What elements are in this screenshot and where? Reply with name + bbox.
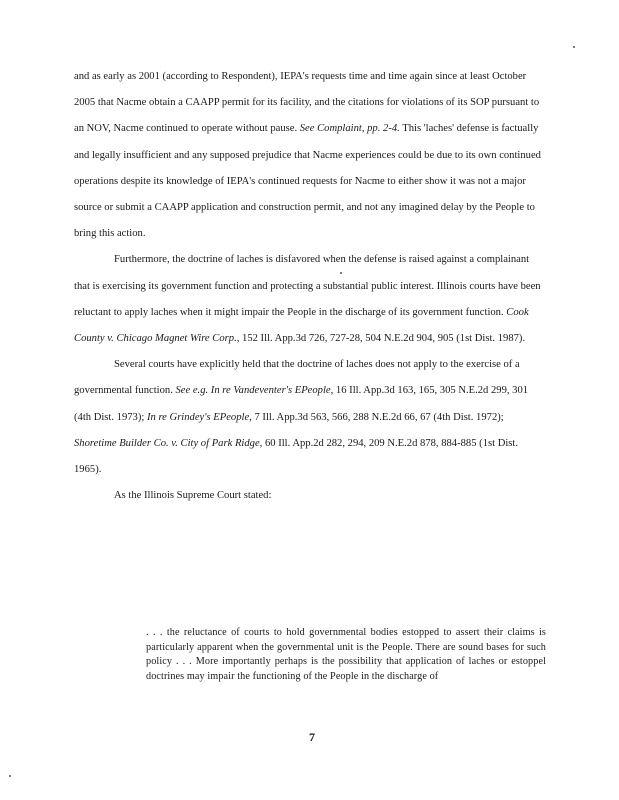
citation-shoretime: Shoretime Builder Co. v. City of Park Ridge	[74, 437, 260, 449]
page-number: 7	[309, 730, 315, 744]
body-text	[74, 64, 546, 509]
scan-speck	[9, 775, 11, 777]
paragraph-laches-defense: and as early as 2001 (according to Respondent), IEPA's requests time and time again since at least October 2005 that Nacme obtain a CAAPP permit for its facility, and the citations for violations of its SOP pursuant to an NOV, Nacme continued to operate without pause. See Complaint, pp. 2-4. This 'laches' defense is factually and legally insufficient and any supposed prejudice that Nacme experiences could be due to its own continued operations despite its knowledge of IEPA's continued requests for Nacme to either show it was not a major source or submit a CAAPP application and construction permit, and not any imagined delay by the People to bring this action.	[74, 71, 541, 240]
citation-complaint: See Complaint, pp. 2-4.	[299, 123, 400, 135]
paragraph-governmental-function: Several courts have explicitly held that the doctrine of laches does not apply to the exercise of a governmental function. See e.g. In re Vandeventer's EPeople, 16 Ill. App.3d 163, 165, 305 N.E.2d 299, 301 (4th Dist. 1973); In re Grindey's EPeople, 7 Ill. App.3d 563, 566, 288 N.E.2d 66, 67 (4th Dist. 1972); Shoretime Builder Co. v. City of Park Ridge, 60 Ill. App.2d 282, 294, 209 N.E.2d 878, 884-885 (1st Dist. 1965).	[74, 359, 529, 476]
citation-vandeventer: See e.g. In re Vandeventer's EPeople	[175, 385, 331, 397]
scan-speck	[573, 46, 575, 48]
block-quote: . . . the reluctance of courts to hold governmental bodies estopped to assert their claims is particularly apparent when the governmental unit is the People. There are sound bases for such policy . . . More importantly perhaps is the possibility that application of laches or estoppel doctrines may impair the functioning of the People in the discharge of	[146, 627, 546, 682]
citation-cook-county: Cook County v. Chicago Magnet Wire Corp.	[74, 306, 529, 345]
scan-speck	[340, 272, 342, 274]
citation-grindey: In re Grindey's EPeople	[146, 411, 250, 423]
paragraph-disfavored: Furthermore, the doctrine of laches is disfavored when the defense is raised against a complainant that is exercising its government function and protecting a substantial public interest. Illinois courts have been reluctant to apply laches when it might impair the People in the discharge of its government function. Cook County v. Chicago Magnet Wire Corp., 152 Ill. App.3d 726, 727-28, 504 N.E.2d 904, 905 (1st Dist. 1987).	[74, 254, 541, 345]
paragraph-supreme-court-lead: As the Illinois Supreme Court stated:	[114, 490, 272, 502]
